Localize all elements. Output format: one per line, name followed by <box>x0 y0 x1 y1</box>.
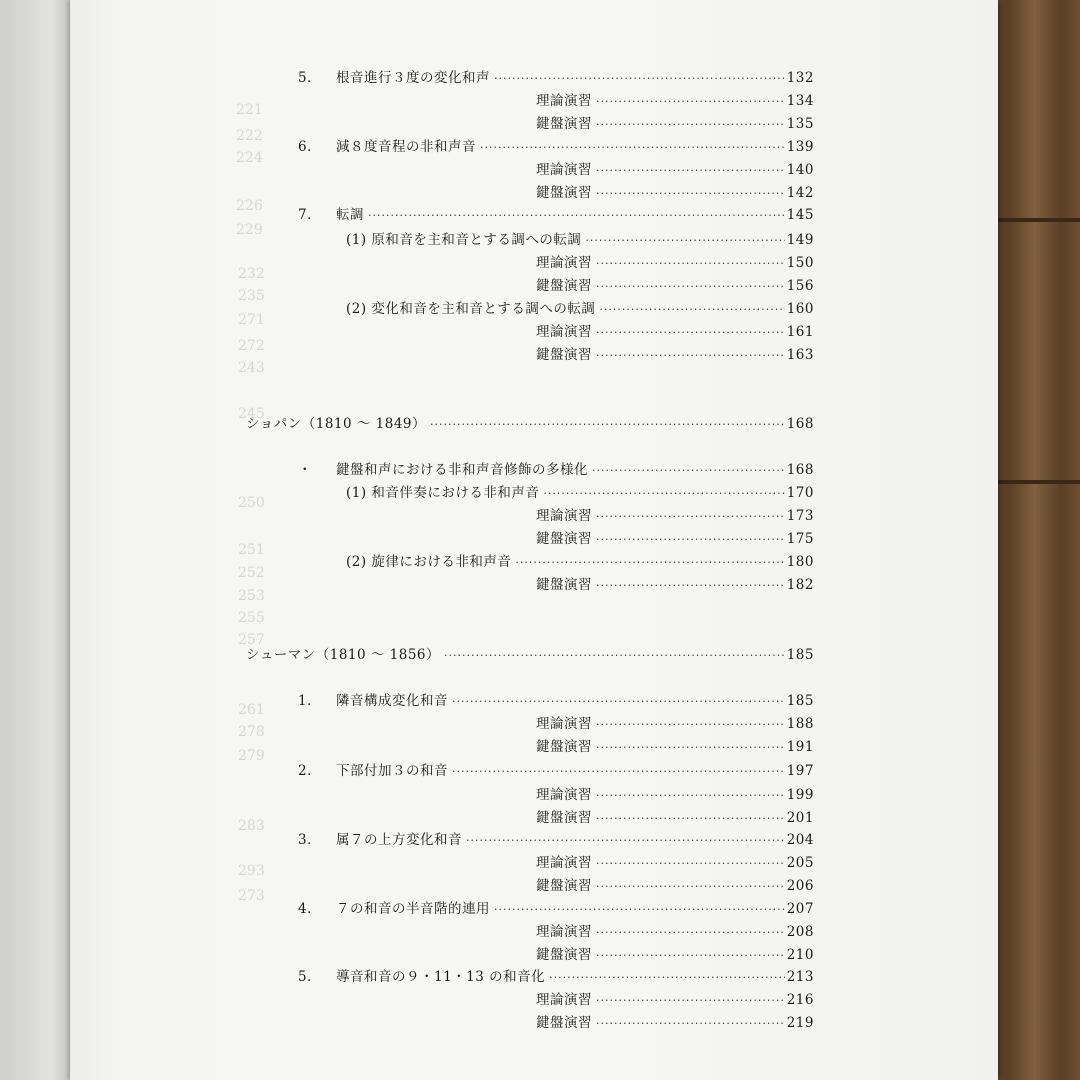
toc-entry[interactable] <box>536 529 814 549</box>
bleed-through-number: 261 <box>238 702 265 718</box>
dot-leader <box>430 417 785 433</box>
bleed-through-number: 271 <box>238 312 265 328</box>
dot-leader <box>596 1016 785 1032</box>
dot-leader <box>515 555 784 571</box>
toc-entry[interactable] <box>298 899 814 919</box>
toc-entry-page-number: 180 <box>786 554 814 570</box>
bleed-through-number: 222 <box>236 128 263 144</box>
toc-entry-title: (1) 和音伴奏における非和声音 <box>346 485 540 501</box>
toc-entry-page-number: 205 <box>786 855 814 871</box>
bleed-through-number: 272 <box>238 338 265 354</box>
toc-entry-title: 理論演習 <box>536 787 592 803</box>
toc-entry-title: 理論演習 <box>536 162 592 178</box>
toc-entry[interactable] <box>536 345 814 365</box>
toc-entry-page-number: 150 <box>786 255 814 271</box>
toc-entry-title: 理論演習 <box>536 716 592 732</box>
bleed-through-number: 250 <box>238 495 265 511</box>
toc-entry[interactable] <box>536 575 814 595</box>
toc-entry[interactable] <box>536 808 814 828</box>
toc-entry[interactable] <box>298 205 814 225</box>
toc-entry-page-number: 160 <box>786 301 814 317</box>
bleed-through-number: 257 <box>238 632 265 648</box>
toc-entry-page-number: 185 <box>786 693 814 709</box>
toc-entry-title: 導音和音の９・11・13 の和音化 <box>336 969 546 985</box>
dot-leader <box>585 233 784 249</box>
toc-entry-page-number: 142 <box>786 185 814 201</box>
toc-entry[interactable] <box>536 785 814 805</box>
toc-entry[interactable] <box>536 922 814 942</box>
bleed-through-number: 279 <box>238 748 265 764</box>
bleed-through-number: 243 <box>238 360 265 376</box>
toc-entry-title: ７の和音の半音階的連用 <box>336 901 490 917</box>
toc-entry-page-number: 139 <box>786 139 814 155</box>
bleed-through-number: 273 <box>238 888 265 904</box>
toc-entry[interactable] <box>536 91 814 111</box>
toc-entry-page-number: 185 <box>786 647 814 663</box>
toc-entry[interactable] <box>298 460 814 480</box>
dot-leader <box>596 856 785 872</box>
toc-entry[interactable] <box>346 230 814 250</box>
toc-entry-title: 鍵盤演習 <box>536 185 592 201</box>
toc-entry-number: ・ <box>298 462 312 478</box>
toc-entry-page-number: 163 <box>786 347 814 363</box>
toc-entry-page-number: 135 <box>786 116 814 132</box>
dot-leader <box>452 694 785 710</box>
toc-entry-title: 理論演習 <box>536 324 592 340</box>
toc-entry-title: 理論演習 <box>536 924 592 940</box>
dot-leader <box>480 140 785 156</box>
toc-entry[interactable] <box>536 853 814 873</box>
dot-leader <box>596 948 785 964</box>
toc-entry-page-number: 219 <box>786 1015 814 1031</box>
toc-entry-title: 鍵盤演習 <box>536 278 592 294</box>
toc-entry-title: 鍵盤演習 <box>536 116 592 132</box>
dot-leader <box>596 578 785 594</box>
dot-leader <box>596 879 785 895</box>
toc-entry[interactable] <box>536 114 814 134</box>
toc-entry-page-number: 132 <box>786 70 814 86</box>
toc-entry-number: 5． <box>298 969 322 985</box>
toc-entry-page-number: 213 <box>786 969 814 985</box>
dot-leader <box>596 717 785 733</box>
toc-entry-title: 下部付加３の和音 <box>336 763 448 779</box>
toc-entry-page-number: 175 <box>786 531 814 547</box>
toc-entry-title: 根音進行３度の変化和声 <box>336 70 490 86</box>
bleed-through-number: 255 <box>238 610 265 626</box>
toc-entry-title: 転調 <box>336 207 364 223</box>
toc-entry-page-number: 191 <box>786 739 814 755</box>
dot-leader <box>596 811 785 827</box>
toc-entry[interactable] <box>536 183 814 203</box>
toc-entry[interactable] <box>346 299 814 319</box>
toc-entry-page-number: 168 <box>786 416 814 432</box>
dot-leader <box>596 279 785 295</box>
dot-leader <box>596 925 785 941</box>
bleed-through-number: 235 <box>238 288 265 304</box>
toc-entry[interactable] <box>536 160 814 180</box>
bleed-through-number: 278 <box>238 724 265 740</box>
toc-entry[interactable] <box>246 414 814 434</box>
dot-leader <box>599 302 784 318</box>
toc-entry[interactable] <box>346 483 814 503</box>
dot-leader <box>596 788 785 804</box>
toc-entry-page-number: 206 <box>786 878 814 894</box>
toc-entry[interactable] <box>298 830 814 850</box>
toc-entry-title: 鍵盤演習 <box>536 577 592 593</box>
toc-entry-title: 鍵盤演習 <box>536 531 592 547</box>
bleed-through-number: 253 <box>238 588 265 604</box>
toc-entry-title: シューマン（1810 ～ 1856） <box>246 647 441 663</box>
dot-leader <box>494 71 785 87</box>
toc-entry-number: 1． <box>298 693 322 709</box>
toc-entry-title: 鍵盤演習 <box>536 878 592 894</box>
toc-entry[interactable] <box>536 506 814 526</box>
toc-entry-number: 3． <box>298 832 322 848</box>
bleed-through-number: 283 <box>238 818 265 834</box>
toc-entry-title: (1) 原和音を主和音とする調への転調 <box>346 232 582 248</box>
toc-entry-page-number: 140 <box>786 162 814 178</box>
toc-entry-title: 隣音構成変化和音 <box>336 693 448 709</box>
toc-entry[interactable] <box>536 1013 814 1033</box>
toc-entry-title: 理論演習 <box>536 93 592 109</box>
bleed-through-number: 251 <box>238 542 265 558</box>
toc-entry[interactable] <box>536 322 814 342</box>
toc-entry-number: 4． <box>298 901 322 917</box>
dot-leader <box>596 740 785 756</box>
toc-entry-page-number: 197 <box>786 763 814 779</box>
toc-entry-page-number: 201 <box>786 810 814 826</box>
toc-entry[interactable] <box>536 276 814 296</box>
dot-leader <box>494 902 785 918</box>
dot-leader <box>596 325 785 341</box>
dot-leader <box>466 833 785 849</box>
toc-entry-page-number: 210 <box>786 947 814 963</box>
toc-entry[interactable] <box>536 253 814 273</box>
toc-entry-page-number: 199 <box>786 787 814 803</box>
dot-leader <box>596 993 785 1009</box>
toc-entry-title: ショパン（1810 ～ 1849） <box>246 416 427 432</box>
bleed-through-number: 232 <box>238 266 265 282</box>
toc-entry[interactable] <box>536 990 814 1010</box>
dot-leader <box>596 186 785 202</box>
toc-entry-title: 鍵盤演習 <box>536 947 592 963</box>
toc-entry-title: 鍵盤演習 <box>536 810 592 826</box>
toc-entry-page-number: 173 <box>786 508 814 524</box>
toc-entry[interactable] <box>298 137 814 157</box>
toc-entry[interactable] <box>536 945 814 965</box>
toc-entry-title: 鍵盤演習 <box>536 1015 592 1031</box>
toc-entry-title: 理論演習 <box>536 508 592 524</box>
toc-entry[interactable] <box>298 761 814 781</box>
toc-entry-title: 理論演習 <box>536 992 592 1008</box>
toc-entry-page-number: 145 <box>786 207 814 223</box>
toc-entry-title: (2) 変化和音を主和音とする調への転調 <box>346 301 596 317</box>
toc-entry-page-number: 182 <box>786 577 814 593</box>
toc-entry[interactable] <box>298 691 814 711</box>
toc-entry-title: (2) 旋律における非和声音 <box>346 554 512 570</box>
toc-entry[interactable] <box>246 645 814 665</box>
bleed-through-number: 252 <box>238 565 265 581</box>
toc-entry-page-number: 204 <box>786 832 814 848</box>
dot-leader <box>549 970 785 986</box>
dot-leader <box>596 256 785 272</box>
toc-entry-page-number: 156 <box>786 278 814 294</box>
toc-entry-page-number: 134 <box>786 93 814 109</box>
toc-entry-page-number: 216 <box>786 992 814 1008</box>
toc-entry-page-number: 170 <box>786 485 814 501</box>
dot-leader <box>596 117 785 133</box>
toc-entry-title: 理論演習 <box>536 855 592 871</box>
dot-leader <box>444 648 785 664</box>
toc-entry[interactable] <box>298 68 814 88</box>
toc-entry-page-number: 161 <box>786 324 814 340</box>
toc-entry-number: 7． <box>298 207 322 223</box>
toc-entry[interactable] <box>536 737 814 757</box>
toc-entry-number: 2． <box>298 763 322 779</box>
bleed-through-number: 293 <box>238 863 265 879</box>
toc-entry-title: 減８度音程の非和声音 <box>336 139 476 155</box>
toc-entry-page-number: 149 <box>786 232 814 248</box>
toc-entry-title: 属７の上方変化和音 <box>336 832 462 848</box>
toc-entry-number: 5． <box>298 70 322 86</box>
toc-entry-page-number: 168 <box>786 462 814 478</box>
toc-entry-title: 鍵盤演習 <box>536 739 592 755</box>
toc-entry-title: 鍵盤演習 <box>536 347 592 363</box>
dot-leader <box>596 509 785 525</box>
dot-leader <box>452 764 785 780</box>
dot-leader <box>596 532 785 548</box>
toc-entry-title: 理論演習 <box>536 255 592 271</box>
dot-leader <box>596 163 785 179</box>
bleed-through-number: 229 <box>236 222 263 238</box>
bleed-through-number: 245 <box>238 406 265 422</box>
dot-leader <box>596 94 785 110</box>
toc-entry-number: 6． <box>298 139 322 155</box>
dot-leader <box>596 348 785 364</box>
dot-leader <box>368 208 785 224</box>
bleed-through-number: 224 <box>236 150 263 166</box>
toc-entry[interactable] <box>346 552 814 572</box>
toc-entry-title: 鍵盤和声における非和声音修飾の多様化 <box>336 462 588 478</box>
toc-entry-page-number: 208 <box>786 924 814 940</box>
dot-leader <box>592 463 785 479</box>
bleed-through-number: 221 <box>236 102 263 118</box>
dot-leader <box>543 486 784 502</box>
toc-entry-page-number: 207 <box>786 901 814 917</box>
toc-entry-page-number: 188 <box>786 716 814 732</box>
bleed-through-number: 226 <box>236 198 263 214</box>
toc-entry[interactable] <box>536 876 814 896</box>
toc-entry[interactable] <box>536 714 814 734</box>
toc-entry[interactable] <box>298 967 814 987</box>
